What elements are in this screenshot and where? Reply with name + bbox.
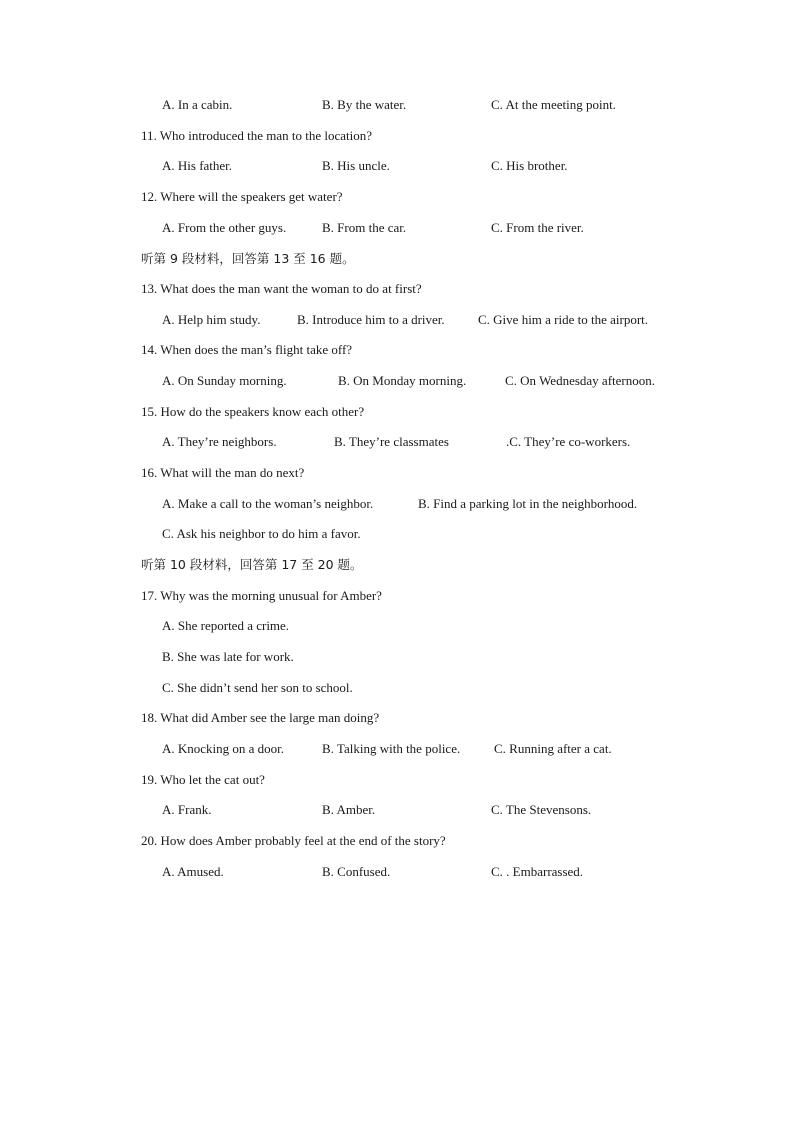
q20-option-c: C. . Embarrassed. — [491, 864, 584, 879]
q16-options-row1 — [0, 494, 794, 514]
q18-option-a: A. Knocking on a door. — [162, 741, 285, 756]
q12-options — [0, 218, 794, 238]
q15-question-line — [0, 402, 794, 422]
q14-option-c: C. On Wednesday afternoon. — [505, 373, 655, 388]
q10-option-b: B. By the water. — [322, 97, 407, 112]
q20-options — [0, 862, 794, 882]
q14-option-b: B. On Monday morning. — [338, 373, 467, 388]
q12-option-c: C. From the river. — [491, 220, 584, 235]
q11-option-b: B. His uncle. — [322, 158, 390, 173]
q15-option-c: .C. They’re co-workers. — [506, 434, 631, 449]
q10-options — [0, 95, 794, 115]
q18-option-b: B. Talking with the police. — [322, 741, 461, 756]
q19-option-a: A. Frank. — [162, 802, 212, 817]
q13-options — [0, 310, 794, 330]
q11-option-c: C. His brother. — [491, 158, 568, 173]
q19-option-b: B. Amber. — [322, 802, 376, 817]
q10-option-a: A. In a cabin. — [162, 97, 233, 112]
q11-question-line — [0, 126, 794, 146]
section-9-line — [0, 249, 794, 269]
q19-option-c: C. The Stevensons. — [491, 802, 592, 817]
q18-option-c: C. Running after a cat. — [494, 741, 612, 756]
q16-question-line — [0, 463, 794, 483]
q11-option-a: A. His father. — [162, 158, 233, 173]
q16-options-row2 — [0, 524, 794, 544]
q14-options — [0, 371, 794, 391]
q20-question: 20. How does Amber probably feel at the end of the story? — [141, 833, 446, 848]
q17-option-b: B. She was late for work. — [162, 649, 294, 664]
section-10-heading: 听第 10 段材料，回答第 17 至 20 题。 — [141, 557, 363, 572]
q17-option-a: A. She reported a crime. — [162, 618, 290, 633]
q17-question: 17. Why was the morning unusual for Amber? — [141, 588, 382, 603]
q18-options — [0, 739, 794, 759]
q17-question-line — [0, 586, 794, 606]
q18-question-line — [0, 708, 794, 728]
q20-option-b: B. Confused. — [322, 864, 391, 879]
q16-option-a: A. Make a call to the woman’s neighbor. — [162, 496, 374, 511]
q15-option-b: B. They’re classmates — [334, 434, 449, 449]
q19-question: 19. Who let the cat out? — [141, 772, 265, 787]
q14-question-line — [0, 340, 794, 360]
q17-option-c-line — [0, 678, 794, 698]
q15-question: 15. How do the speakers know each other? — [141, 404, 365, 419]
q14-option-a: A. On Sunday morning. — [162, 373, 287, 388]
q15-option-a: A. They’re neighbors. — [162, 434, 277, 449]
q17-option-b-line — [0, 647, 794, 667]
q16-option-c: C. Ask his neighbor to do him a favor. — [162, 526, 361, 541]
q12-question-line — [0, 187, 794, 207]
q10-option-c: C. At the meeting point. — [491, 97, 616, 112]
q11-question: 11. Who introduced the man to the location? — [141, 128, 373, 143]
q12-option-b: B. From the car. — [322, 220, 407, 235]
q19-question-line — [0, 770, 794, 790]
q12-question: 12. Where will the speakers get water? — [141, 189, 343, 204]
q15-options — [0, 432, 794, 452]
q13-option-c: C. Give him a ride to the airport. — [478, 312, 649, 327]
q18-question: 18. What did Amber see the large man doing? — [141, 710, 380, 725]
q17-option-a-line — [0, 616, 794, 636]
q20-question-line — [0, 831, 794, 851]
q13-question: 13. What does the man want the woman to do at first? — [141, 281, 422, 296]
q13-question-line — [0, 279, 794, 299]
q16-option-b: B. Find a parking lot in the neighborhood. — [418, 496, 638, 511]
q20-option-a: A. Amused. — [162, 864, 224, 879]
q17-option-c: C. She didn’t send her son to school. — [162, 680, 353, 695]
q14-question: 14. When does the man’s flight take off? — [141, 342, 353, 357]
q16-question: 16. What will the man do next? — [141, 465, 305, 480]
q13-option-a: A. Help him study. — [162, 312, 261, 327]
q11-options — [0, 156, 794, 176]
section-10-line — [0, 555, 794, 575]
section-9-heading: 听第 9 段材料，回答第 13 至 16 题。 — [141, 251, 355, 266]
q19-options — [0, 800, 794, 820]
q12-option-a: A. From the other guys. — [162, 220, 287, 235]
q13-option-b: B. Introduce him to a driver. — [297, 312, 445, 327]
